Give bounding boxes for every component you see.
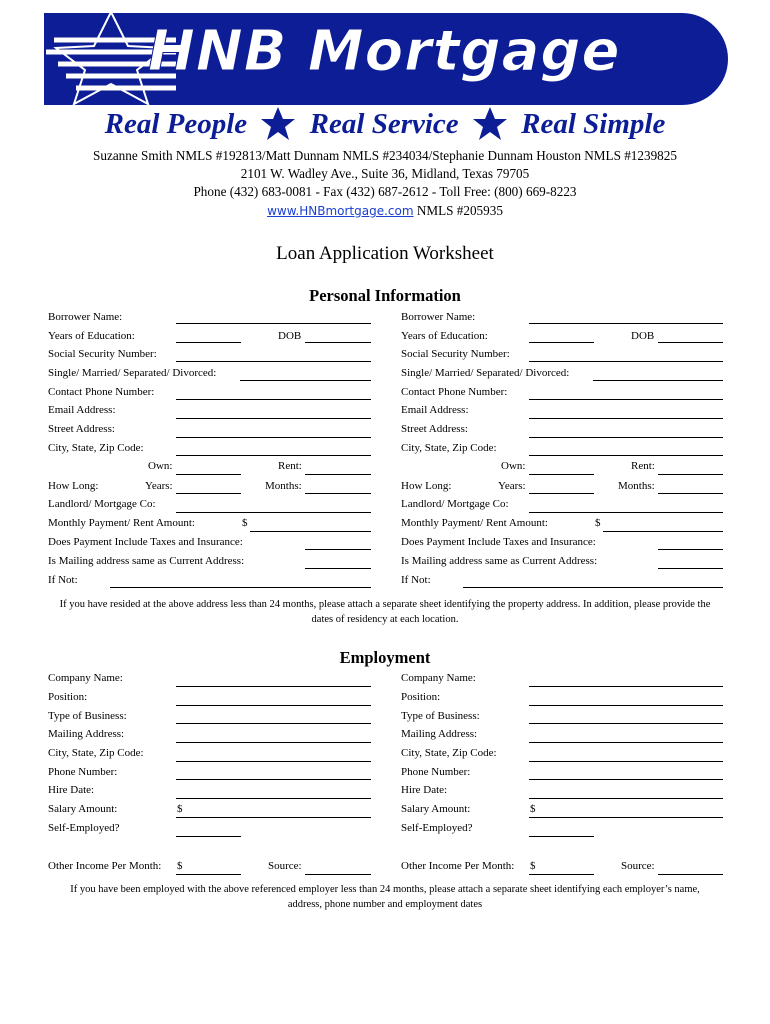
other-income-field[interactable] bbox=[176, 874, 241, 875]
co-hire-date-field[interactable] bbox=[529, 798, 723, 799]
contact-phone-label: Contact Phone Number: bbox=[48, 386, 155, 398]
co-landlord-field[interactable] bbox=[529, 512, 723, 513]
co-ssn-field[interactable] bbox=[529, 361, 723, 362]
co-phone-number-field[interactable] bbox=[529, 779, 723, 780]
marital-status-field[interactable] bbox=[240, 380, 371, 381]
hire-date-field[interactable] bbox=[176, 798, 371, 799]
borrower-name-field[interactable] bbox=[176, 323, 371, 324]
if-not-label: If Not: bbox=[48, 574, 78, 586]
position-field[interactable] bbox=[176, 705, 371, 706]
company-name-label: Company Name: bbox=[401, 672, 476, 684]
contact-phone-field[interactable] bbox=[176, 399, 371, 400]
star-icon bbox=[472, 106, 508, 142]
mailing-same-field[interactable] bbox=[305, 568, 371, 569]
co-other-income-field[interactable] bbox=[529, 874, 594, 875]
rent-label: Rent: bbox=[278, 460, 302, 472]
co-self-employed-field[interactable] bbox=[529, 836, 594, 837]
co-company-name-field[interactable] bbox=[529, 686, 723, 687]
mailing-address-label: Mailing Address: bbox=[48, 728, 125, 740]
header-officers: Suzanne Smith NMLS #192813/Matt Dunnam NMLS #234034/Stephanie Dunnam Houston NMLS #1239825 bbox=[93, 148, 677, 163]
monthly-payment-field[interactable] bbox=[250, 531, 371, 532]
tagline-part-1: Real People bbox=[104, 107, 248, 140]
co-months-field[interactable] bbox=[658, 493, 723, 494]
ssn-label: Social Security Number: bbox=[401, 348, 510, 360]
co-type-of-business-field[interactable] bbox=[529, 723, 723, 724]
co-email-field[interactable] bbox=[529, 418, 723, 419]
taxes-insurance-field[interactable] bbox=[305, 549, 371, 550]
employer-city-field[interactable] bbox=[176, 761, 371, 762]
header-web bbox=[0, 203, 770, 219]
email-field[interactable] bbox=[176, 418, 371, 419]
co-years-field[interactable] bbox=[529, 493, 594, 494]
monthly-payment-label: Monthly Payment/ Rent Amount: bbox=[48, 517, 195, 529]
tagline-part-2: Real Service bbox=[309, 107, 459, 140]
page-title: Loan Application Worksheet bbox=[276, 243, 494, 264]
source-label: Source: bbox=[268, 860, 302, 872]
employer-city-label: City, State, Zip Code: bbox=[48, 747, 144, 759]
type-of-business-field[interactable] bbox=[176, 723, 371, 724]
source-label: Source: bbox=[621, 860, 655, 872]
own-label: Own: bbox=[501, 460, 526, 472]
taxes-insurance-label: Does Payment Include Taxes and Insurance: bbox=[401, 536, 596, 548]
co-mailing-same-field[interactable] bbox=[658, 568, 723, 569]
years-label: Years: bbox=[145, 480, 173, 492]
dollar-sign: $ bbox=[595, 517, 601, 529]
mailing-same-label: Is Mailing address same as Current Address: bbox=[401, 555, 598, 567]
co-borrower-name-field[interactable] bbox=[529, 323, 723, 324]
mailing-same-label: Is Mailing address same as Current Address: bbox=[48, 555, 245, 567]
co-employer-city-field[interactable] bbox=[529, 761, 723, 762]
own-field[interactable] bbox=[176, 474, 241, 475]
years-field[interactable] bbox=[176, 493, 241, 494]
landlord-label: Landlord/ Mortgage Co: bbox=[48, 498, 156, 510]
dob-label: DOB bbox=[631, 330, 655, 342]
if-not-label: If Not: bbox=[401, 574, 431, 586]
co-dob-field[interactable] bbox=[658, 342, 723, 343]
phone-number-label: Phone Number: bbox=[48, 766, 118, 778]
salary-field[interactable] bbox=[176, 817, 371, 818]
employment-heading: Employment bbox=[339, 648, 431, 667]
employment-note: If you have been employed with the above referenced employer less than 24 months, please attach a separate sheet identifying each employer’s name, address, phone number and employment dates bbox=[70, 884, 700, 910]
dollar-sign: $ bbox=[530, 803, 536, 815]
mailing-address-field[interactable] bbox=[176, 742, 371, 743]
hire-date-label: Hire Date: bbox=[401, 784, 448, 796]
co-marital-status-field[interactable] bbox=[593, 380, 723, 381]
star-icon bbox=[260, 106, 296, 142]
other-income-label: Other Income Per Month: bbox=[401, 860, 515, 872]
co-source-field[interactable] bbox=[658, 874, 723, 875]
type-of-business-label: Type of Business: bbox=[401, 710, 480, 722]
co-monthly-payment-field[interactable] bbox=[603, 531, 723, 532]
city-state-zip-field[interactable] bbox=[176, 455, 371, 456]
residency-note: If you have resided at the above address less than 24 months, please attach a separate sheet identifying the property address. In addition, please provide the dates of residency at each location. bbox=[59, 599, 711, 625]
marital-status-label: Single/ Married/ Separated/ Divorced: bbox=[401, 367, 570, 379]
years-education-label: Years of Education: bbox=[401, 330, 488, 342]
months-field[interactable] bbox=[305, 493, 371, 494]
co-if-not-field[interactable] bbox=[463, 587, 723, 588]
salary-label: Salary Amount: bbox=[401, 803, 471, 815]
salary-label: Salary Amount: bbox=[48, 803, 118, 815]
borrower-name-label: Borrower Name: bbox=[401, 311, 476, 323]
landlord-field[interactable] bbox=[176, 512, 371, 513]
how-long-label: How Long: bbox=[401, 480, 452, 492]
header-phone: Phone (432) 683-0081 - Fax (432) 687-2612 - Toll Free: (800) 669-8223 bbox=[193, 184, 577, 199]
tagline bbox=[0, 106, 770, 142]
email-label: Email Address: bbox=[401, 404, 469, 416]
co-city-state-zip-field[interactable] bbox=[529, 455, 723, 456]
self-employed-field[interactable] bbox=[176, 836, 241, 837]
phone-number-label: Phone Number: bbox=[401, 766, 471, 778]
ssn-label: Social Security Number: bbox=[48, 348, 157, 360]
mailing-address-label: Mailing Address: bbox=[401, 728, 478, 740]
dob-field[interactable] bbox=[305, 342, 371, 343]
other-income-label: Other Income Per Month: bbox=[48, 860, 162, 872]
dob-label: DOB bbox=[278, 330, 302, 342]
type-of-business-label: Type of Business: bbox=[48, 710, 127, 722]
header-address: 2101 W. Wadley Ave., Suite 36, Midland, Texas 79705 bbox=[240, 166, 530, 181]
company-nmls: NMLS #205935 bbox=[416, 203, 503, 218]
dollar-sign: $ bbox=[530, 860, 536, 872]
source-field[interactable] bbox=[305, 874, 371, 875]
months-label: Months: bbox=[618, 480, 655, 492]
company-name-field[interactable] bbox=[176, 686, 371, 687]
monthly-payment-label: Monthly Payment/ Rent Amount: bbox=[401, 517, 548, 529]
landlord-label: Landlord/ Mortgage Co: bbox=[401, 498, 509, 510]
own-label: Own: bbox=[148, 460, 173, 472]
street-address-field[interactable] bbox=[176, 437, 371, 438]
logo-text: HNB Mortgage bbox=[148, 19, 621, 84]
rent-field[interactable] bbox=[305, 474, 371, 475]
contact-phone-label: Contact Phone Number: bbox=[401, 386, 508, 398]
rent-label: Rent: bbox=[631, 460, 655, 472]
co-salary-field[interactable] bbox=[529, 817, 723, 818]
how-long-label: How Long: bbox=[48, 480, 99, 492]
street-address-label: Street Address: bbox=[48, 423, 115, 435]
co-own-field[interactable] bbox=[529, 474, 594, 475]
if-not-field[interactable] bbox=[110, 587, 371, 588]
taxes-insurance-label: Does Payment Include Taxes and Insurance: bbox=[48, 536, 243, 548]
marital-status-label: Single/ Married/ Separated/ Divorced: bbox=[48, 367, 217, 379]
street-address-label: Street Address: bbox=[401, 423, 468, 435]
dollar-sign: $ bbox=[177, 803, 183, 815]
co-contact-phone-field[interactable] bbox=[529, 399, 723, 400]
self-employed-label: Self-Employed? bbox=[401, 822, 473, 834]
personal-info-heading: Personal Information bbox=[309, 286, 461, 305]
co-rent-field[interactable] bbox=[658, 474, 723, 475]
position-label: Position: bbox=[401, 691, 441, 703]
years-education-label: Years of Education: bbox=[48, 330, 135, 342]
co-taxes-insurance-field[interactable] bbox=[658, 549, 723, 550]
co-street-address-field[interactable] bbox=[529, 437, 723, 438]
email-label: Email Address: bbox=[48, 404, 116, 416]
months-label: Months: bbox=[265, 480, 302, 492]
years-education-field[interactable] bbox=[176, 342, 241, 343]
company-name-label: Company Name: bbox=[48, 672, 123, 684]
dollar-sign: $ bbox=[242, 517, 248, 529]
hire-date-label: Hire Date: bbox=[48, 784, 95, 796]
self-employed-label: Self-Employed? bbox=[48, 822, 120, 834]
co-position-field[interactable] bbox=[529, 705, 723, 706]
tagline-part-3: Real Simple bbox=[521, 107, 666, 140]
borrower-name-label: Borrower Name: bbox=[48, 311, 123, 323]
years-label: Years: bbox=[498, 480, 526, 492]
employer-city-label: City, State, Zip Code: bbox=[401, 747, 497, 759]
ssn-field[interactable] bbox=[176, 361, 371, 362]
dollar-sign: $ bbox=[177, 860, 183, 872]
city-state-zip-label: City, State, Zip Code: bbox=[48, 442, 144, 454]
co-years-education-field[interactable] bbox=[529, 342, 594, 343]
city-state-zip-label: City, State, Zip Code: bbox=[401, 442, 497, 454]
position-label: Position: bbox=[48, 691, 88, 703]
website-link[interactable]: www.HNBmortgage.com bbox=[267, 204, 414, 218]
co-mailing-address-field[interactable] bbox=[529, 742, 723, 743]
phone-number-field[interactable] bbox=[176, 779, 371, 780]
